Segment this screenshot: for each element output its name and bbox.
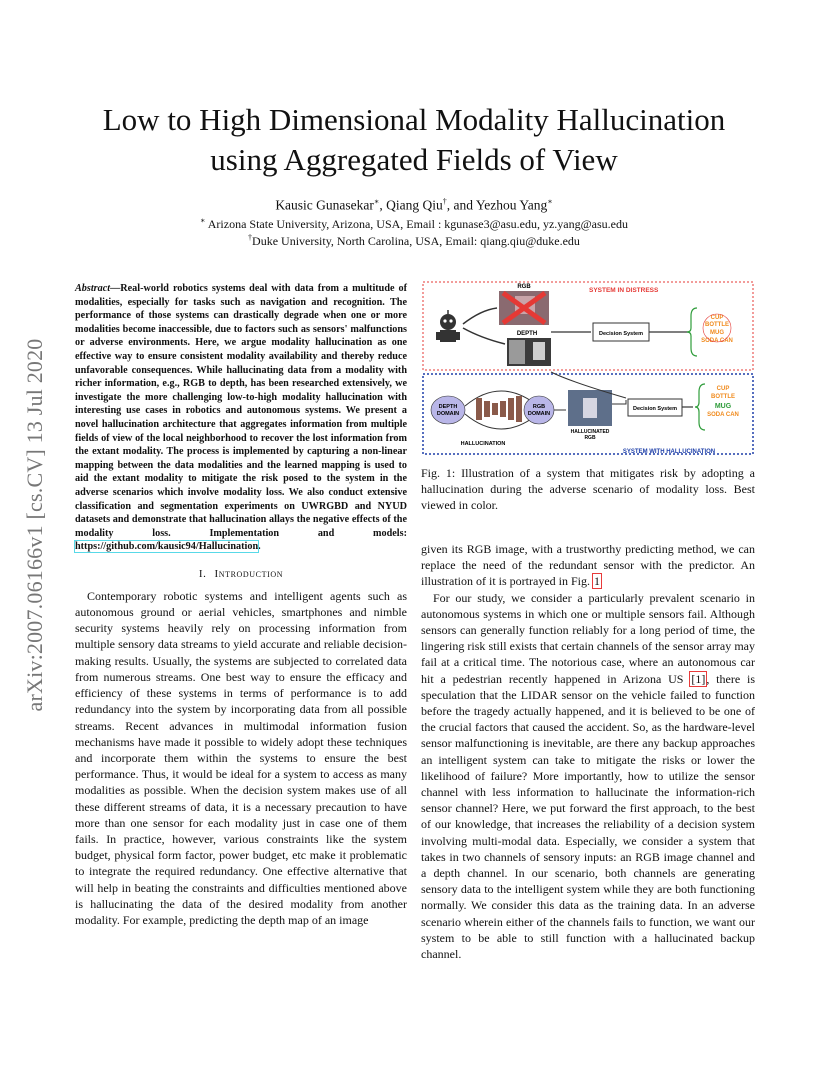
- decision-system-2-label: Decision System: [632, 406, 678, 412]
- rgb-domain-label-2: DOMAIN: [527, 411, 551, 417]
- label-cup-1: CUP: [710, 315, 724, 321]
- figure-ref-link[interactable]: 1: [593, 574, 600, 589]
- abstract-text: —Real-world robotics systems deal with data from a multitude of modalities, especially for tasks such as navigation and recognition. The performance of those systems can drastically degrade when one or more modalities become inaccessible, due to factors such as sensors' malfunctions or adverse environments. Here, we argue modality hallucination as one effective way to ensure consistent modality availability and thereby reduce unfavorable consequences. While hallucinating data from a modality with richer information, e.g., RGB to depth, has been researched extensively, we investigate the more challenging low-to-high modality hallucination with interesting use cases in robotics and autonomous systems. We present a novel hallucination architecture that aggregates information from multiple fields of view of the local neighborhood to recover the lost information from the extant modality. The process is implemented by capturing a non-linear mapping between the data modalities and the learned mapping is used to aid the extant modality to mitigate the risk posed to the system in the adverse scenarios which involve modality loss. We also conduct extensive classification and segmentation experiments on UWRGBD and NYUD datasets and demonstrate that hallucination allays the negative effects of the modality loss. Implementation and models:: [75, 283, 407, 539]
- robot-icon: [436, 310, 460, 342]
- author-2: Qiang Qiu: [386, 197, 443, 213]
- brace-bottom: [695, 384, 705, 430]
- robot-arrow: [463, 308, 497, 324]
- depth-domain-label-1: DEPTH: [438, 404, 458, 410]
- distress-box: [423, 282, 753, 370]
- affiliation-1: ∗ Arizona State University, Arizona, USA, Email : kgunase3@asu.edu, yz.yang@asu.edu: [199, 216, 628, 231]
- abstract-end: .: [258, 541, 261, 553]
- github-link[interactable]: https://github.com/kausic94/Hallucination: [75, 541, 259, 553]
- label-sodacan-1: SODA CAN: [701, 338, 733, 344]
- arxiv-stamp-text: arXiv:2007.06166v1 [cs.CV] 13 Jul 2020: [22, 338, 47, 712]
- right-paragraph-2: [421, 590, 755, 963]
- label-mug-2: MUG: [714, 403, 732, 410]
- label-sodacan-2: SODA CAN: [707, 412, 739, 418]
- right-p2-text-b: , there is speculation that the LIDAR sensor on the vehicle failed to function before the tragedy actually happened, and it is believed to be one of the crucial factors that caused the accident. So, as the hardware-level sensor malfunctioning is inevitable, are there any backup approaches an intelligent system can take to mitigate the risks or lower the likelihood of failure? More importantly, how to utilize the sensor channel with less information to hallucinate the information-rich sensor channel? Here, we put forward the first approach, to the best of our knowledge, that increases the reliability of a decision system involving multi-modal data. Especially, we consider a system that takes in two channels of sensory inputs: an RGB image channel and a depth channel. In our scenario, both channels are generating sensory data to the intelligent system while they are both functioning normally. We consider this data as the training data. In an adverse scenario wherein either of the channels fails to function, we want our system to be able to still function with a hallucinated backup channel.: [421, 671, 755, 962]
- right-p2-text-a: For our study, we consider a particularly prevalent scenario in autonomous systems in which one or multiple sensors fail. Although sensors can generally function reliably for a long period of time, the lingering risk still exists that certain channels of the sensor array may fail at a critical time. The notorious case, where an autonomous car hit a pedestrian recently happened in Arizona US: [421, 590, 755, 686]
- affiliation-1-text: Arizona State University, Arizona, USA, Email : kgunase3@asu.edu, yz.yang@asu.edu: [207, 217, 628, 231]
- arrow-to-decision-2: [612, 400, 626, 404]
- affiliation-2: †Duke University, North Carolina, USA, Email: qiang.qiu@duke.edu: [248, 233, 580, 248]
- right-paragraph-1: [421, 541, 755, 590]
- figure-1-diagram: [421, 280, 755, 455]
- section-heading: [75, 568, 407, 580]
- citation-link[interactable]: [1]: [691, 671, 706, 686]
- abstract: [75, 282, 407, 554]
- intro-paragraph: Contemporary robotic systems and intelligent agents such as autonomous ground or aerial vehicles, smartphones and nimble security systems heavily rely on processing information from multiple sensory data streams to yield accurate and reliable decision-making results. Usually, the systems are subjected to correlated data from numerous streams. One best way to ensure the efficacy and efficiency of these systems in terms of performance is to add redundancy into the system by incorporating data from all possible streams. Recent advances in multimodal information fusion mechanisms have made it possible to widely adopt these techniques and incorporate them within the systems to ensure the best performance. Thus, it would be ideal for a system to access as many modalities as possible. When the decision system makes use of all these different streams of data, it is a necessary precaution to have more than one sensor for each modality just in case one of them fails. In practice, however, various constraints like the system budget, physical form factor, power budget, etc make it problematic to integrate the required redundancy. One effective alternative that will help in beating the constraints and difficulties mentioned above is hallucinating the data of the desired modality from another modality. For example, predicting the depth map of an image: [75, 588, 407, 927]
- arxiv-stamp: [22, 290, 48, 760]
- label-cup-2: CUP: [716, 386, 730, 392]
- label-bottle-2: BOTTLE: [711, 394, 735, 400]
- author-list: Kausic Gunasekar∗, Qiang Qiu†, and Yezhou Yang∗: [275, 197, 553, 213]
- brace-top: [687, 308, 697, 356]
- author-sep: ,: [379, 197, 387, 213]
- distress-label: SYSTEM IN DISTRESS: [589, 287, 659, 294]
- network-layers: [476, 396, 522, 422]
- affiliation-2-text: Duke University, North Carolina, USA, Email: qiang.qiu@duke.edu: [252, 234, 580, 248]
- figure-caption: Fig. 1: Illustration of a system that mitigates risk by adopting a hallucination during the adverse scenario of modality loss. Best viewed in color.: [421, 466, 755, 513]
- depth-image-region: [509, 340, 525, 364]
- paper-title: [60, 100, 768, 180]
- section-number: I.: [198, 567, 207, 580]
- section-title: Introduction: [214, 567, 284, 580]
- hallucination-label: HALLUCINATION: [460, 441, 506, 447]
- abstract-label: Abstract: [75, 283, 111, 294]
- robot-arrow: [463, 328, 505, 344]
- author-1: Kausic Gunasekar: [275, 197, 374, 213]
- rgb-domain-node: [524, 396, 554, 424]
- author-sep: ,: [446, 197, 454, 213]
- label-mug-1: MUG: [710, 330, 724, 336]
- right-column: [421, 541, 755, 962]
- title-line-2: using Aggregated Fields of View: [210, 142, 618, 177]
- with-hallucination-label: SYSTEM WITH HALLUCINATION: [622, 449, 716, 455]
- depth-domain-node: [431, 396, 465, 424]
- depth-image-region: [533, 342, 545, 360]
- depth-label: DEPTH: [516, 331, 538, 337]
- author-3: and Yezhou Yang: [453, 197, 548, 213]
- label-bottle-1: BOTTLE: [705, 322, 729, 328]
- right-p1-text: given its RGB image, with a trustworthy predicting method, we can replace the need of the redundant sensor with the predictor. An illustration of it is portrayed in Fig.: [421, 542, 755, 589]
- decision-system-1-label: Decision System: [598, 331, 644, 337]
- hallucinated-rgb-object: [583, 398, 597, 418]
- figure-1: [421, 280, 755, 455]
- left-column: [75, 282, 407, 928]
- title-line-1: Low to High Dimensional Modality Hallucination: [102, 102, 726, 137]
- rgb-label: RGB: [517, 284, 531, 290]
- rgb-domain-label-1: RGB: [532, 404, 546, 410]
- depth-domain-label-2: DOMAIN: [436, 411, 460, 417]
- hallucinated-label-2: RGB: [584, 435, 596, 441]
- hallucinated-label-1: HALLUCINATED: [570, 429, 610, 435]
